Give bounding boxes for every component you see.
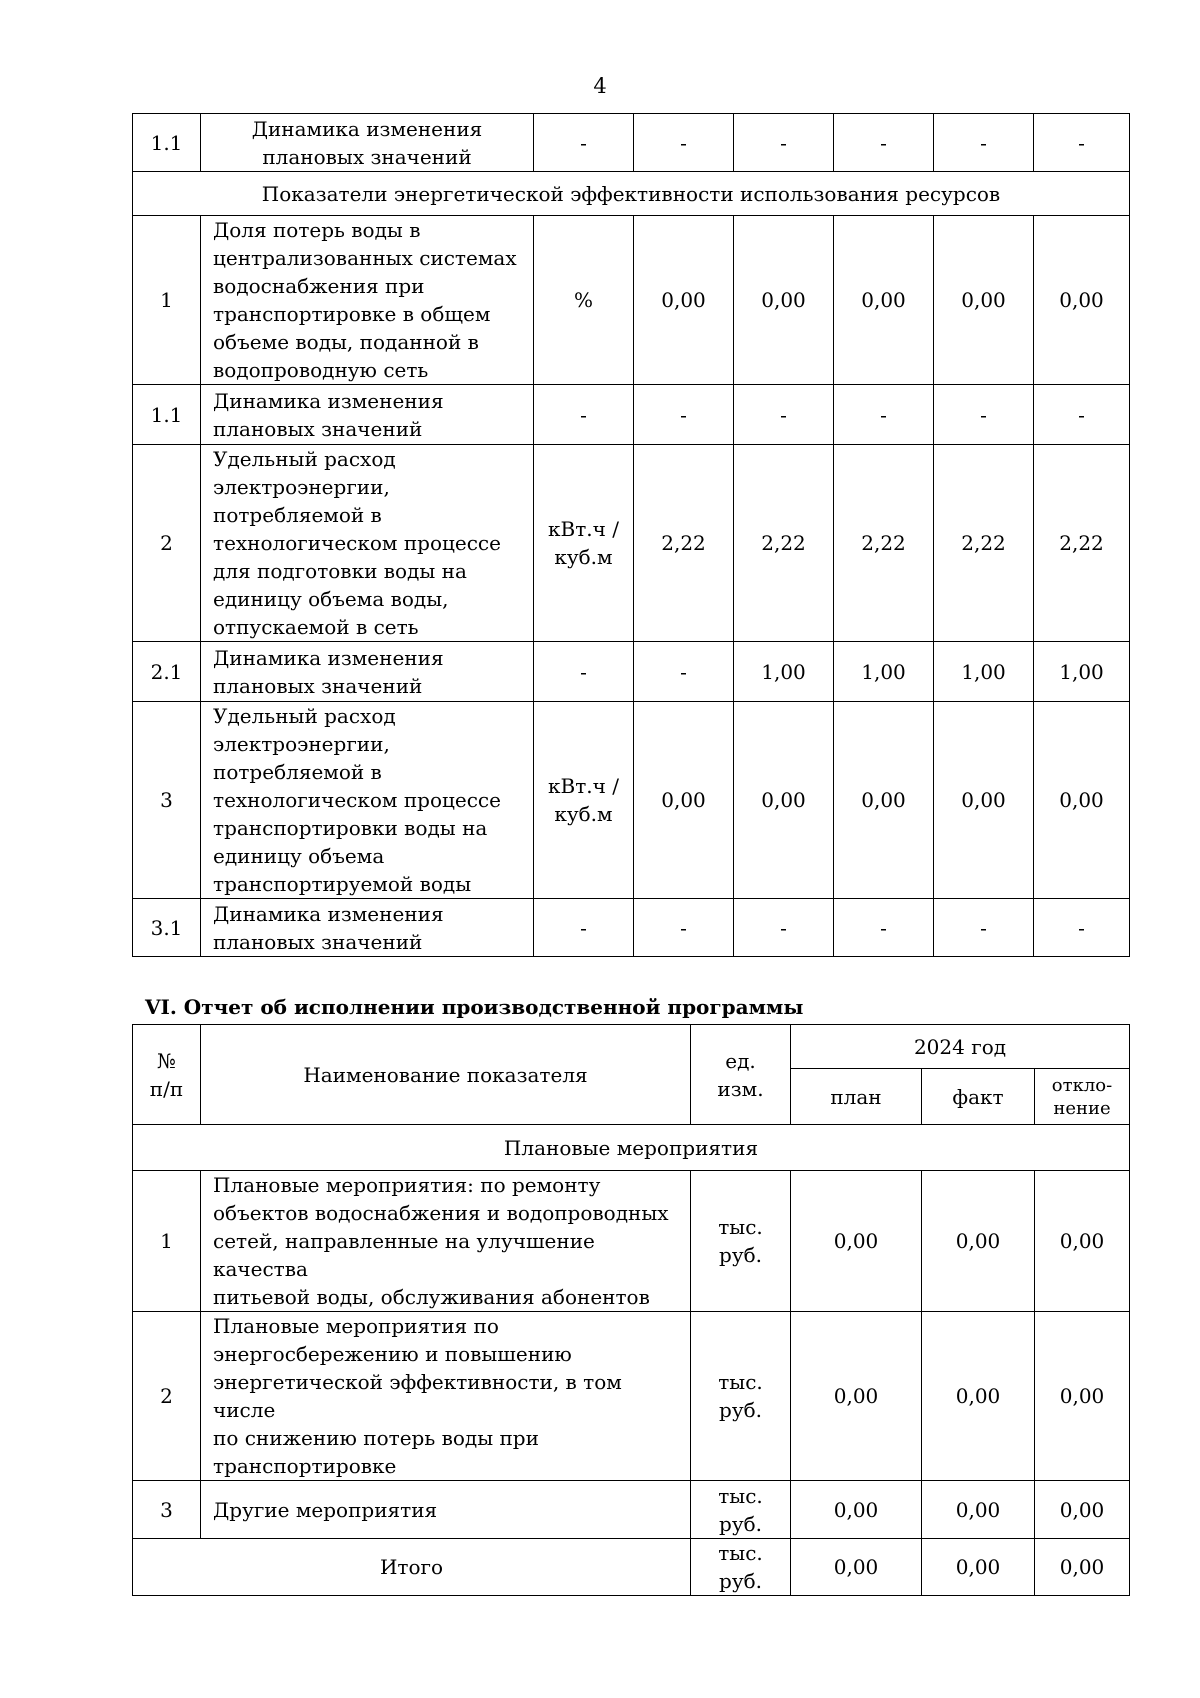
text-line: руб. (719, 1511, 762, 1536)
deviation-value: 0,00 (1035, 1312, 1130, 1481)
text-line: электроэнергии, (213, 475, 390, 499)
text-line: тыс. (718, 1215, 763, 1239)
row-number: 1.1 (133, 114, 201, 172)
text-line: транспортировки воды на (213, 816, 488, 840)
text-line: Динамика изменения (213, 388, 444, 413)
text-line: плановых значений (213, 929, 423, 954)
total-plan: 0,00 (791, 1539, 922, 1596)
indicator-name (201, 899, 534, 957)
unit-cell: - (534, 642, 634, 702)
indicator-name (201, 385, 534, 445)
text-line: Удельный расход (213, 704, 396, 728)
table-row (133, 114, 1130, 172)
unit-cell: % (534, 216, 634, 385)
value-cell: 2,22 (834, 445, 934, 642)
text-line: транспортировке в общем (213, 302, 491, 326)
text-line: Динамика изменения (251, 116, 483, 141)
deviation-value: 0,00 (1035, 1481, 1130, 1539)
value-cell: 0,00 (934, 702, 1034, 899)
unit-cell (691, 1481, 791, 1539)
page-number: 4 (593, 74, 607, 98)
value-cell: 0,00 (1034, 216, 1130, 385)
text-line: технологическом процессе (213, 788, 501, 812)
plan-value: 0,00 (791, 1171, 922, 1312)
text-line: плановых значений (262, 144, 472, 169)
text-line: водоснабжения при (213, 274, 425, 298)
value-cell: 0,00 (734, 702, 834, 899)
text-line: ед. (725, 1048, 756, 1073)
header-row (133, 1025, 1130, 1069)
row-number: 1 (133, 1171, 201, 1312)
text-line: куб.м (554, 545, 613, 569)
text-line: Доля потерь воды в (213, 218, 421, 242)
header-plan: план (791, 1069, 922, 1125)
text-line: потребляемой в (213, 760, 382, 784)
table-row (133, 1481, 1130, 1539)
value-cell: 0,00 (634, 702, 734, 899)
text-line: транспортировке (213, 1454, 397, 1478)
table-row (133, 216, 1130, 385)
header-fact: факт (922, 1069, 1035, 1125)
value-cell: - (934, 114, 1034, 172)
text-line: кВт.ч / (548, 517, 619, 541)
value-cell: 2,22 (1034, 445, 1130, 642)
text-line: энергосбережению и повышению (213, 1342, 572, 1366)
row-number: 3 (133, 1481, 201, 1539)
value-cell: 0,00 (834, 216, 934, 385)
text-line: энергетической эффективности, в том числе (213, 1370, 622, 1422)
header-num (133, 1025, 201, 1125)
unit-cell: - (534, 899, 634, 957)
measure-name (201, 1312, 691, 1481)
value-cell: 2,22 (634, 445, 734, 642)
value-cell: 0,00 (1034, 702, 1130, 899)
unit-cell (691, 1539, 791, 1596)
section-row (133, 172, 1130, 216)
row-number: 2.1 (133, 642, 201, 702)
value-cell: 0,00 (934, 216, 1034, 385)
text-line: куб.м (554, 802, 613, 826)
text-line: питьевой воды, обслуживания абонентов (213, 1285, 650, 1309)
row-number: 2 (133, 445, 201, 642)
value-cell: - (634, 642, 734, 702)
text-line: нение (1053, 1097, 1111, 1119)
table-row (133, 899, 1130, 957)
value-cell: - (834, 899, 934, 957)
header-deviation (1035, 1069, 1130, 1125)
table-row (133, 1171, 1130, 1312)
text-line: откло- (1051, 1074, 1113, 1096)
row-number: 3 (133, 702, 201, 899)
text-line: руб. (719, 1243, 762, 1267)
value-cell: - (834, 385, 934, 445)
text-line: тыс. (718, 1370, 763, 1394)
value-cell: - (634, 114, 734, 172)
text-line: руб. (719, 1398, 762, 1422)
text-line: отпускаемой в сеть (213, 615, 419, 639)
text-line: водопроводную сеть (213, 358, 429, 382)
value-cell: - (934, 385, 1034, 445)
value-cell: 0,00 (834, 702, 934, 899)
value-cell: - (1034, 385, 1130, 445)
section-title: Показатели энергетической эффективности использования ресурсов (133, 172, 1130, 216)
text-line: централизованных системах (213, 246, 517, 270)
text-line: кВт.ч / (548, 774, 619, 798)
text-line: объектов водоснабжения и водопроводных (213, 1201, 669, 1225)
row-number: 2 (133, 1312, 201, 1481)
text-line: потребляемой в (213, 503, 382, 527)
unit-cell (691, 1171, 791, 1312)
text-line: технологическом процессе (213, 531, 501, 555)
indicator-name (201, 445, 534, 642)
text-line: единицу объема воды, (213, 587, 449, 611)
value-cell: 1,00 (734, 642, 834, 702)
value-cell: 1,00 (834, 642, 934, 702)
text-line: для подготовки воды на (213, 559, 467, 583)
report-table (132, 1024, 1130, 1596)
value-cell: - (1034, 899, 1130, 957)
row-number: 3.1 (133, 899, 201, 957)
fact-value: 0,00 (922, 1481, 1035, 1539)
value-cell: 2,22 (934, 445, 1034, 642)
total-fact: 0,00 (922, 1539, 1035, 1596)
row-number: 1.1 (133, 385, 201, 445)
text-line: Динамика изменения (213, 645, 444, 670)
text-line: изм. (717, 1076, 764, 1101)
value-cell: 0,00 (634, 216, 734, 385)
total-row (133, 1539, 1130, 1596)
table-row (133, 1312, 1130, 1481)
section-row (133, 1125, 1130, 1171)
indicator-name (201, 114, 534, 172)
plan-value: 0,00 (791, 1481, 922, 1539)
unit-cell (534, 445, 634, 642)
text-line: сетей, направленные на улучшение качества (213, 1229, 595, 1281)
text-line: № (157, 1048, 176, 1073)
table-row (133, 445, 1130, 642)
table-row (133, 702, 1130, 899)
text-line: тыс. (718, 1541, 763, 1565)
value-cell: 1,00 (1034, 642, 1130, 702)
value-cell: - (934, 899, 1034, 957)
text-line: транспортируемой воды (213, 872, 472, 896)
section-heading: VI. Отчет об исполнении производственной программы (145, 995, 804, 1019)
section-title: Плановые мероприятия (133, 1125, 1130, 1171)
text-line: единицу объема (213, 844, 385, 868)
unit-cell: - (534, 385, 634, 445)
deviation-value: 0,00 (1035, 1171, 1130, 1312)
indicators-table (132, 113, 1130, 957)
text-line: Другие мероприятия (213, 1497, 438, 1522)
value-cell: 2,22 (734, 445, 834, 642)
text-line: Удельный расход (213, 447, 396, 471)
text-line: руб. (719, 1569, 762, 1593)
total-deviation: 0,00 (1035, 1539, 1130, 1596)
text-line: электроэнергии, (213, 732, 390, 756)
fact-value: 0,00 (922, 1312, 1035, 1481)
table-row (133, 385, 1130, 445)
fact-value: 0,00 (922, 1171, 1035, 1312)
header-name: Наименование показателя (201, 1025, 691, 1125)
text-line: Динамика изменения (213, 901, 444, 926)
plan-value: 0,00 (791, 1312, 922, 1481)
indicator-name (201, 216, 534, 385)
indicator-name (201, 702, 534, 899)
text-line: п/п (149, 1076, 184, 1101)
value-cell: - (734, 899, 834, 957)
header-year: 2024 год (791, 1025, 1130, 1069)
value-cell: - (634, 899, 734, 957)
text-line: плановых значений (213, 416, 423, 441)
text-line: объеме воды, поданной в (213, 330, 479, 354)
unit-cell (534, 702, 634, 899)
value-cell: 1,00 (934, 642, 1034, 702)
table-row (133, 642, 1130, 702)
text-line: тыс. (718, 1483, 763, 1508)
measure-name (201, 1171, 691, 1312)
total-label: Итого (133, 1539, 691, 1596)
value-cell: - (734, 114, 834, 172)
text-line: плановых значений (213, 673, 423, 698)
value-cell: - (734, 385, 834, 445)
text-line: Плановые мероприятия: по ремонту (213, 1173, 601, 1197)
value-cell: - (834, 114, 934, 172)
unit-cell: - (534, 114, 634, 172)
indicator-name (201, 642, 534, 702)
value-cell: - (634, 385, 734, 445)
measure-name (201, 1481, 691, 1539)
value-cell: 0,00 (734, 216, 834, 385)
text-line: Плановые мероприятия по (213, 1314, 499, 1338)
value-cell: - (1034, 114, 1130, 172)
unit-cell (691, 1312, 791, 1481)
row-number: 1 (133, 216, 201, 385)
text-line: по снижению потерь воды при (213, 1426, 539, 1450)
header-unit (691, 1025, 791, 1125)
